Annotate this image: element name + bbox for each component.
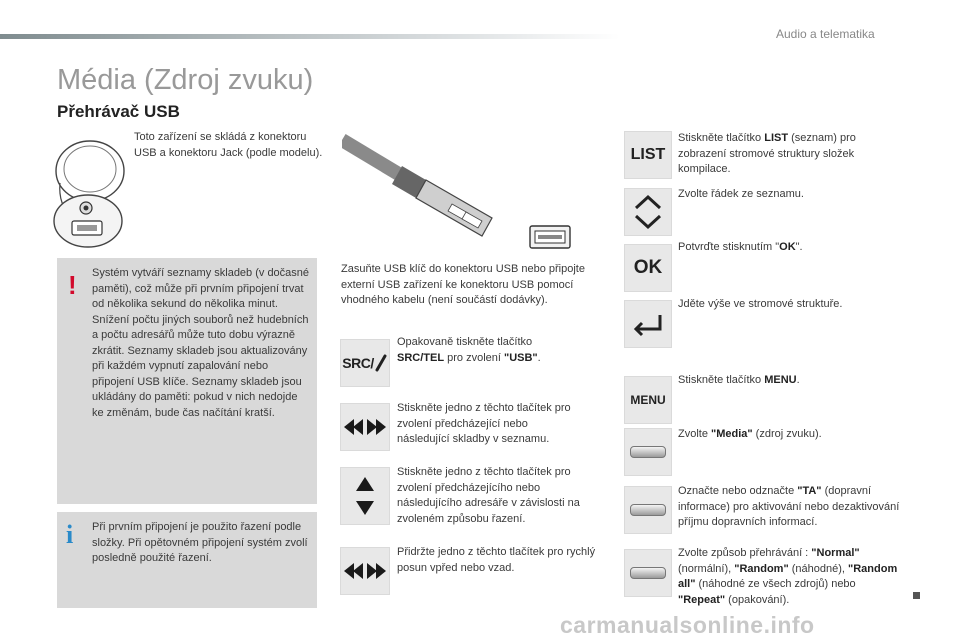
- button-bar-icon: [630, 567, 666, 579]
- list-button[interactable]: [624, 131, 672, 179]
- select-line-instruction: Zvolte řádek ze seznamu.: [678, 188, 804, 200]
- back-arrow-icon: [632, 311, 664, 337]
- list-instruction: Stiskněte tlačítko LIST (seznam) pro zobrazení stromové struktury složek kompilace.: [678, 132, 856, 175]
- back-instruction: Jděte výše ve stromové struktuře.: [678, 298, 843, 310]
- section-title: Přehrávač USB: [57, 102, 180, 121]
- ta-toggle-button[interactable]: [624, 486, 672, 534]
- header-section-title: Audio a telematika: [776, 27, 875, 41]
- prev-next-instruction: Stiskněte jedno z těchto tlačítek pro zvolení předcházející nebo následující skladby v seznamu.: [397, 402, 571, 445]
- ta-instruction: Označte nebo odznačte "TA" (dopravní informace) pro aktivování nebo dezaktivování příjmu dopravních informací.: [678, 485, 900, 528]
- page-title: Média (Zdroj zvuku): [57, 64, 314, 96]
- prev-next-buttons[interactable]: [340, 403, 390, 451]
- media-instruction: Zvolte "Media" (zdroj zvuku).: [678, 428, 822, 440]
- intro-text: Toto zařízení se skládá z konektoru USB a konektoru Jack (podle modelu).: [134, 131, 323, 159]
- play-mode-button[interactable]: [624, 549, 672, 597]
- watermark: carmanualsonline.info: [560, 612, 815, 638]
- fast-forward-rewind-buttons[interactable]: [340, 547, 390, 595]
- menu-button[interactable]: [624, 376, 672, 424]
- play-mode-instruction: Zvolte způsob přehrávání : "Normal" (normální), "Random" (náhodné), "Random all" (náhodné ze všech zdrojů) nebo "Repeat" (opakování).: [678, 547, 898, 606]
- menu-button-label: MENU: [630, 393, 666, 407]
- fast-seek-arrows-icon: [343, 561, 387, 581]
- prev-next-arrows-icon: [343, 417, 387, 437]
- info-text: Při prvním připojení je použito řazení podle složky. Při opětovném připojení systém zvolí posledně použité řazení.: [92, 521, 308, 564]
- menu-instruction: Stiskněte tlačítko MENU.: [678, 374, 800, 386]
- fast-seek-instruction: Přidržte jedno z těchto tlačítek pro rychlý posun vpřed nebo vzad.: [397, 546, 596, 574]
- list-button-label: LIST: [630, 146, 666, 163]
- button-bar-icon: [630, 446, 666, 458]
- src-tel-label: SRC/: [342, 355, 374, 371]
- exclamation-icon: !: [68, 270, 77, 300]
- button-bar-icon: [630, 504, 666, 516]
- chevron-up-down-icon: [633, 193, 663, 231]
- src-instruction: Opakovaně tiskněte tlačítko SRC/TEL pro zvolení "USB".: [397, 336, 541, 364]
- usb-plug-illustration: [342, 130, 574, 258]
- up-down-buttons[interactable]: [340, 467, 390, 525]
- ok-instruction: Potvrďte stisknutím "OK".: [678, 241, 803, 253]
- up-down-arrows-icon: [353, 475, 377, 517]
- src-tel-button[interactable]: [340, 339, 390, 387]
- up-down-chevron-buttons[interactable]: [624, 188, 672, 236]
- media-select-button[interactable]: [624, 428, 672, 476]
- ok-button-label: OK: [633, 257, 663, 278]
- warning-text: Systém vytváří seznamy skladeb (v dočasné paměti), což může při prvním připojení trvat od několika sekund do několika minut. Snížení počtu jiných souborů než hudebních a počtu adresářů může tuto dobu výrazně zkrátit. Seznamy skladeb jsou aktualizovány při každém vypnutí zapalování nebo připojení USB klíče. Seznamy skladeb jsou ukládány do paměti: pokud v nich nedojde ke změnám, bude čas načítání kratší.: [92, 267, 310, 419]
- usb-jack-connector-illustration: [52, 125, 128, 250]
- page-marker: [913, 592, 920, 599]
- back-button[interactable]: [624, 300, 672, 348]
- usb-instruction-text: Zasuňte USB klíč do konektoru USB nebo připojte externí USB zařízení ke konektoru USB pomocí vhodného kabelu (není součástí dodávky).: [341, 263, 585, 306]
- header-gradient-bar: [0, 34, 620, 39]
- up-down-instruction: Stiskněte jedno z těchto tlačítek pro zvolení předcházejícího nebo následujícího adresáře v závislosti na zvoleném způsobu řazení.: [397, 466, 580, 525]
- ok-button[interactable]: [624, 244, 672, 292]
- phone-handset-icon: [374, 354, 388, 372]
- info-icon: i: [66, 520, 74, 549]
